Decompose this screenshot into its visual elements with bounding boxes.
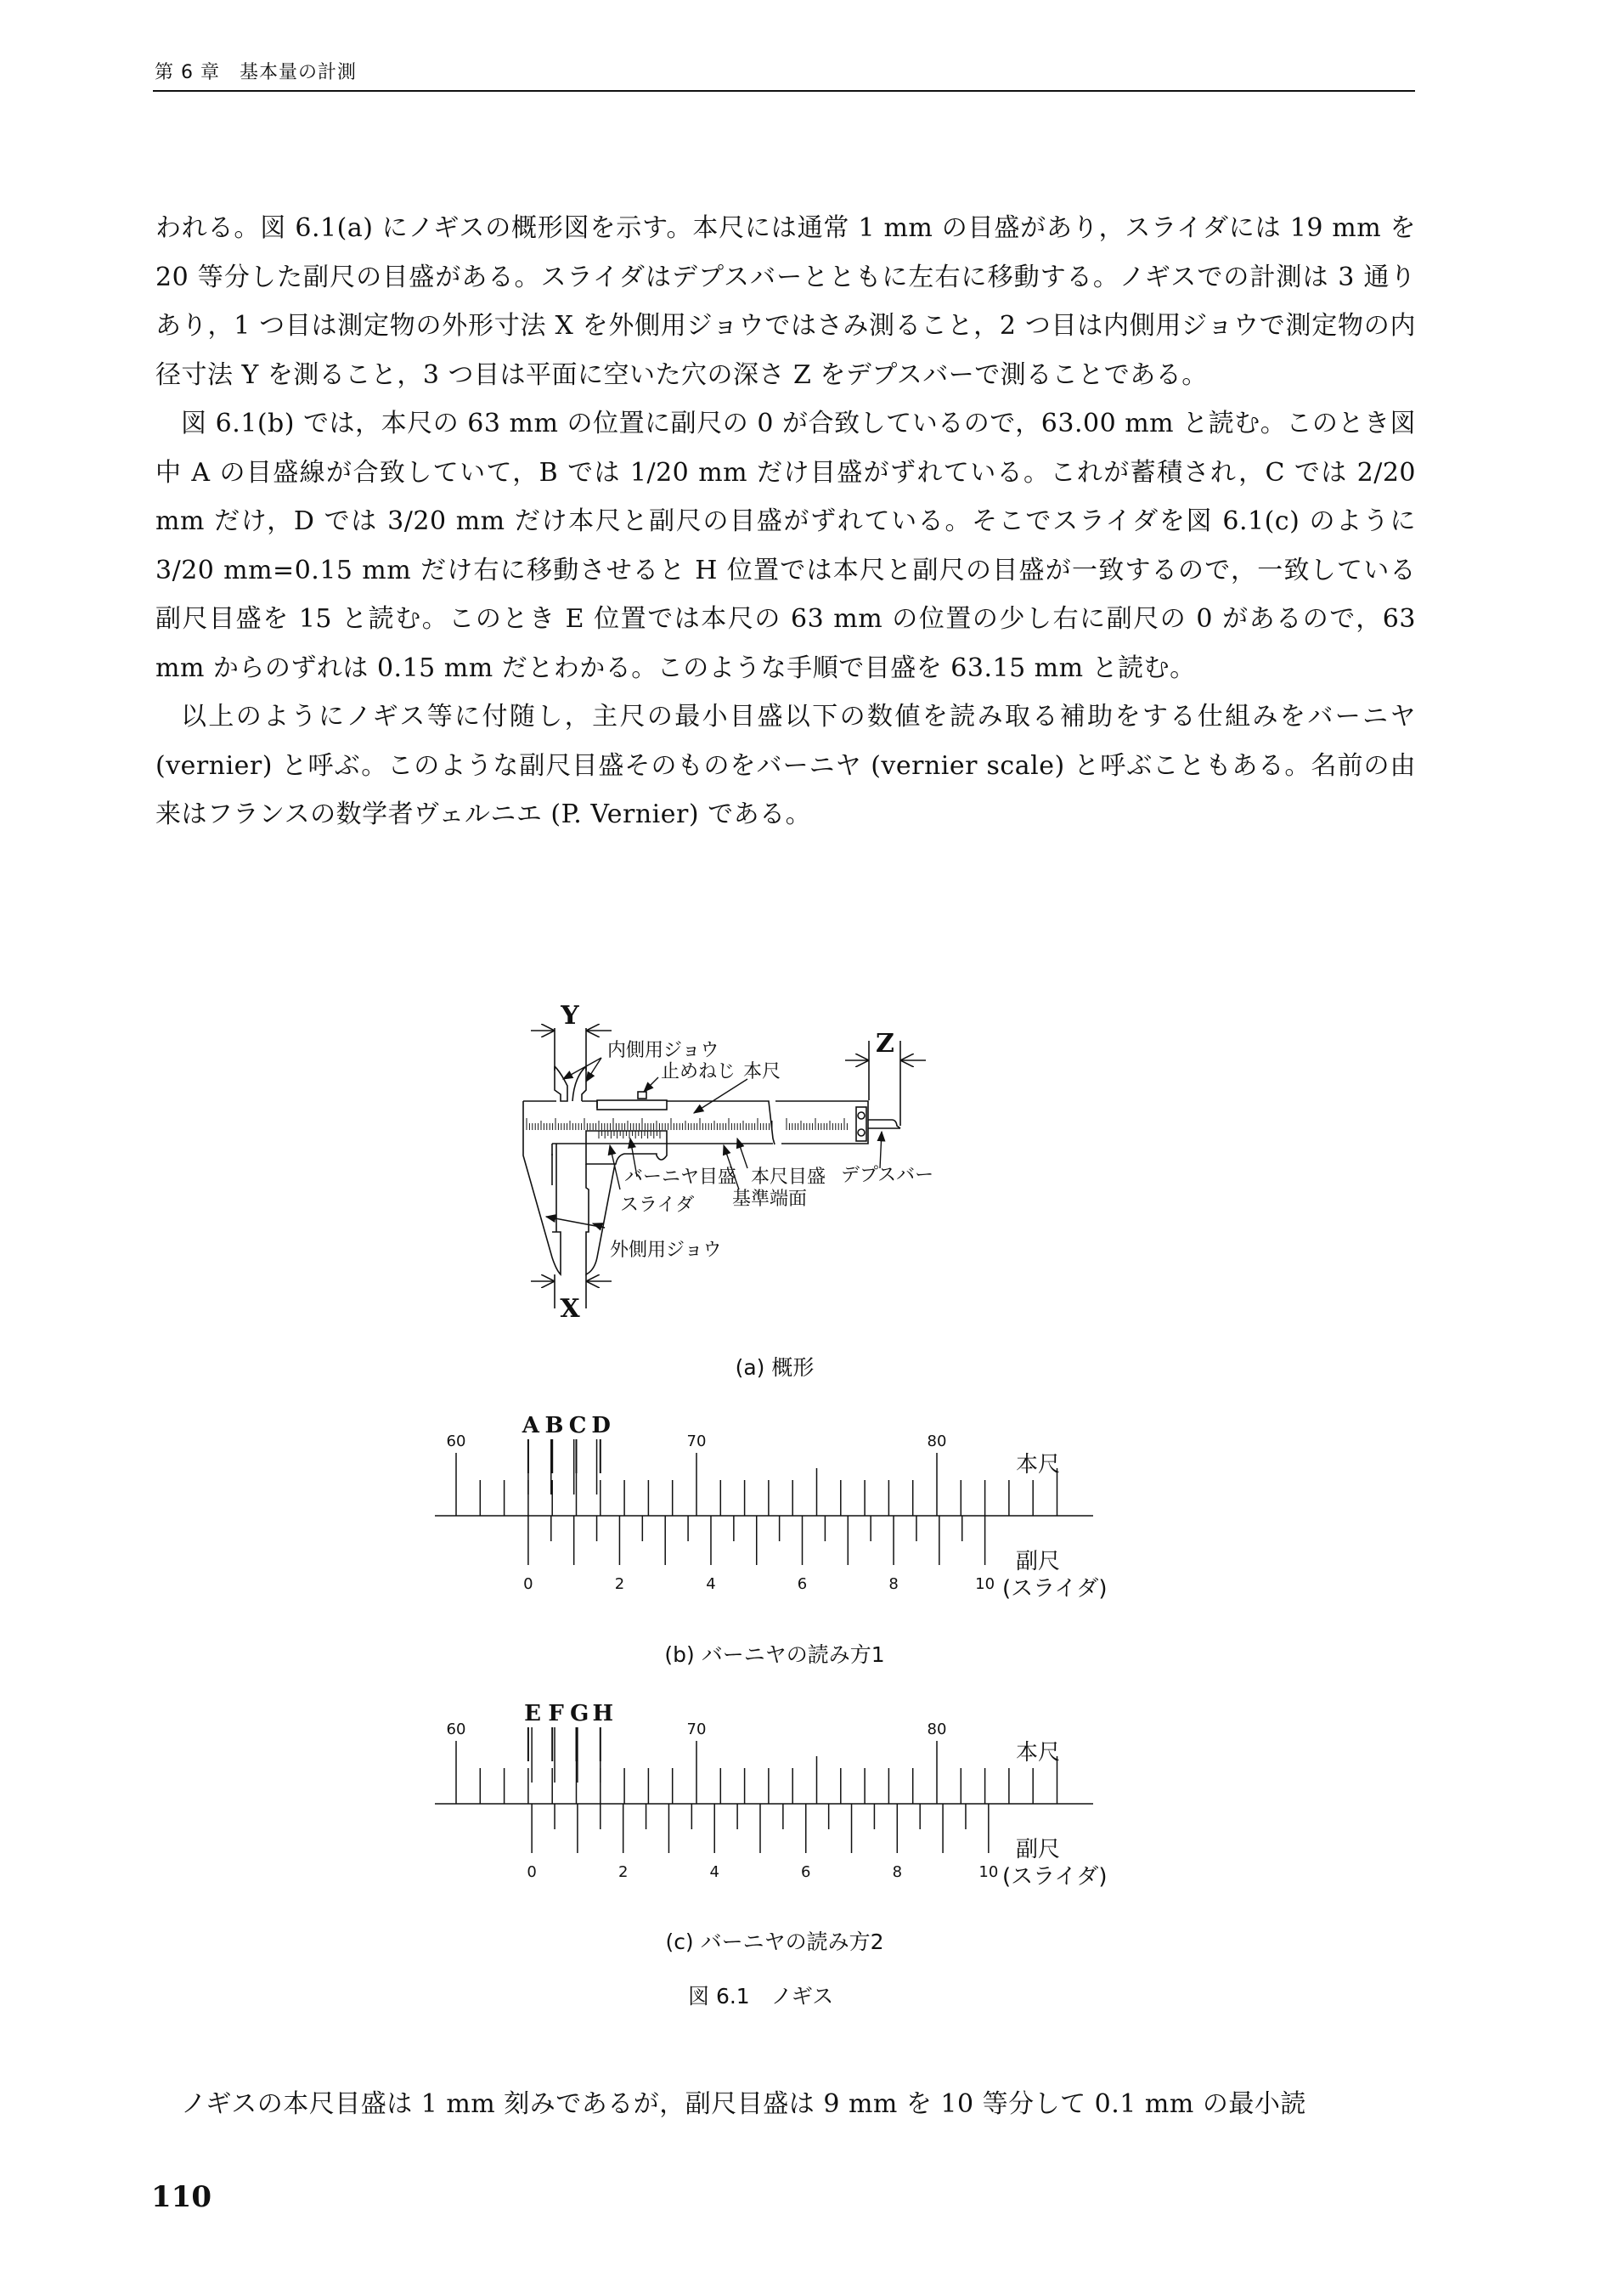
body-text-lower: [155, 2080, 1416, 2129]
main-scale-label: 70: [686, 1720, 707, 1738]
vernier-label: 10: [978, 1863, 999, 1881]
caption-c: (c) バーニヤの読み方2: [665, 1930, 884, 1954]
vernier-panel-c: [435, 1701, 1108, 1890]
vernier-label: 6: [797, 1575, 808, 1593]
slider-top-plate: [597, 1100, 667, 1110]
label-inner-jaw: 内側用ジョウ: [607, 1040, 719, 1061]
vernier-scale-subname: (スライダ): [1002, 1576, 1108, 1602]
vernier-scale-name: 副尺: [1016, 1837, 1061, 1862]
marker-letter: A: [522, 1413, 539, 1438]
marker-letter: C: [568, 1413, 587, 1438]
lock-screw: [638, 1092, 646, 1099]
marker-letter: F: [548, 1701, 564, 1726]
caption-b: (b) バーニヤの読み方1: [664, 1642, 885, 1667]
label-reference-face: 基準端面: [732, 1189, 808, 1210]
label-depth-bar: デプスバー: [841, 1165, 934, 1186]
figure-title: 図 6.1 ノギス: [688, 1984, 834, 2009]
page-number: 110: [151, 2180, 211, 2214]
running-head: 第 6 章 基本量の計測: [155, 62, 357, 83]
vernier-label: 10: [975, 1575, 995, 1593]
main-scale-label: 60: [446, 1432, 466, 1450]
paragraph: ノギスの本尺目盛は 1 mm 刻みであるが，副尺目盛は 9 mm を 10 等分して 0.1 mm の最小読: [181, 2089, 1306, 2119]
vernier-label: 0: [527, 1863, 537, 1881]
label-lock-screw: 止めねじ: [661, 1061, 736, 1082]
vernier-scale-subname: (スライダ): [1002, 1864, 1108, 1890]
label-main-scale: 本尺: [743, 1061, 781, 1082]
vernier-label: 2: [617, 1863, 629, 1881]
depth-bar: [868, 1120, 900, 1128]
paragraph: 以上のようにノギス等に付随し，主尺の最小目盛以下の数値を読み取る補助をする仕組みをバーニヤ (vernier) と呼ぶ。このような副尺目盛そのものをバーニヤ (vernier scale) と呼ぶこともある。名前の由来はフランスの数学者ヴェルニエ (P. Vernier) である。: [155, 702, 1416, 829]
outer-jaw-fixed: [523, 1101, 561, 1274]
caption-a: (a) 概形: [735, 1355, 815, 1380]
vernier-label: 8: [892, 1863, 903, 1881]
marker-letter: B: [544, 1413, 564, 1438]
paragraph: われる。図 6.1(a) にノギスの概形図を示す。本尺には通常 1 mm の目盛があり，スライダには 19 mm を 20 等分した副尺の目盛がある。スライダはデプスバーとともに左右に移動する。ノギスでの計測は 3 通りあり，1 つ目は測定物の外形寸法 X を外側用ジョウではさみ測ること，2 つ目は内側用ジョウで測定物の内径寸法 Y を測ること，3 つ目は平面に空いた穴の深さ Z をデプスバーで測ることである。: [155, 213, 1416, 390]
label-vernier-scale: バーニヤ目盛: [624, 1167, 737, 1188]
label-slider: スライダ: [620, 1195, 695, 1216]
inner-jaw-slider: [572, 1066, 586, 1101]
label-outer-jaw: 外側用ジョウ: [610, 1240, 722, 1261]
main-scale-label: 80: [927, 1432, 947, 1450]
main-scale-label: 60: [446, 1720, 466, 1738]
vernier-label: 2: [614, 1575, 625, 1593]
main-scale-label: 80: [927, 1720, 947, 1738]
inner-jaw-fixed: [555, 1066, 567, 1101]
marker-letter: G: [570, 1701, 589, 1726]
vernier-label: 0: [523, 1575, 533, 1593]
marker-letter: E: [524, 1701, 541, 1726]
main-scale-name: 本尺: [1016, 1740, 1061, 1766]
marker-letter: D: [591, 1413, 611, 1438]
vernier-label: 8: [888, 1575, 899, 1593]
paragraph: 図 6.1(b) では，本尺の 63 mm の位置に副尺の 0 が合致しているので，63.00 mm と読む。このとき図中 A の目盛線が合致していて，B では 1/20 mm だけ目盛がずれている。これが蓄積され，C では 2/20 mm だけ，D では 3/20 mm だけ本尺と副尺の目盛がずれている。そこでスライダを図 6.1(c) のように 3/20 mm=0.15 mm だけ右に移動させると H 位置では本尺と副尺の目盛が一致するので，一致している副尺目盛を 15 と読む。このとき E 位置では本尺の 63 mm の位置の少し右に副尺の 0 があるので，63 mm からのずれは 0.15 mm だとわかる。このような手順で目盛を 63.15 mm と読む。: [155, 409, 1416, 683]
vernier-scale-name: 副尺: [1016, 1549, 1061, 1574]
main-scale-name: 本尺: [1016, 1452, 1061, 1478]
vernier-label: 6: [801, 1863, 811, 1881]
marker-letter: H: [592, 1701, 614, 1726]
vernier-label: 4: [706, 1575, 716, 1593]
label-z: Z: [876, 1029, 894, 1059]
vernier-panel-b: [435, 1413, 1108, 1602]
label-y: Y: [561, 1001, 579, 1031]
vernier-label: 4: [709, 1863, 719, 1881]
main-scale-label: 70: [686, 1432, 707, 1450]
label-x: X: [560, 1294, 580, 1324]
label-main-scale-marks: 本尺目盛: [751, 1167, 826, 1188]
